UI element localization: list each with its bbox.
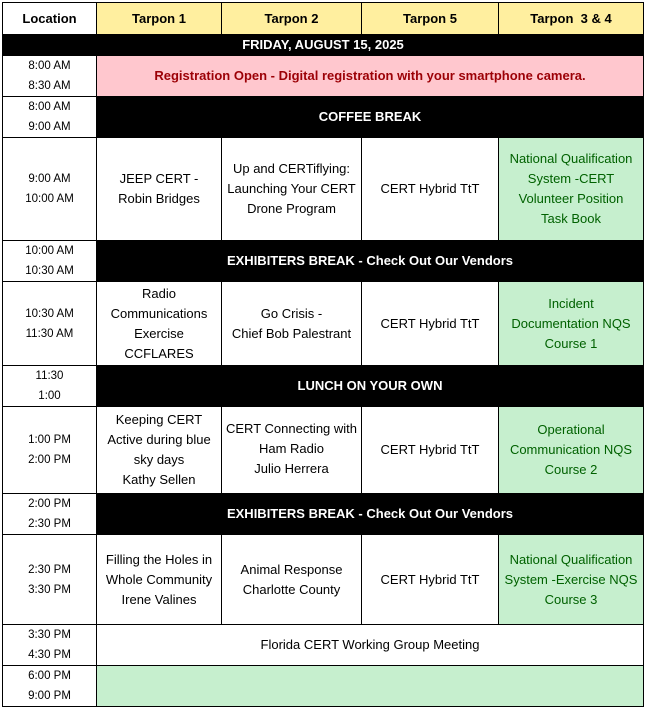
time-cell: 10:30 AM 11:30 AM <box>3 282 97 366</box>
session-row <box>3 535 644 625</box>
coffee-break-banner: COFFEE BREAK <box>97 97 644 138</box>
meeting-row <box>3 625 644 666</box>
session-cell: CERT Connecting with Ham Radio Julio Herrera <box>222 407 362 494</box>
nqs-session-cell: Operational Communication NQS Course 2 <box>499 407 644 494</box>
time-cell: 11:30 1:00 <box>3 366 97 407</box>
session-cell: Filling the Holes in Whole Community Irene Valines <box>97 535 222 625</box>
room-header-tarpon-2: Tarpon 2 <box>222 3 362 35</box>
session-cell: Radio Communications Exercise CCFLARES <box>97 282 222 366</box>
room-header-tarpon-5: Tarpon 5 <box>362 3 499 35</box>
session-cell: CERT Hybrid TtT <box>362 407 499 494</box>
evening-empty-cell <box>97 666 644 707</box>
session-cell: CERT Hybrid TtT <box>362 535 499 625</box>
lunch-banner: LUNCH ON YOUR OWN <box>97 366 644 407</box>
session-row <box>3 407 644 494</box>
exhibitors-row <box>3 241 644 282</box>
working-group-meeting: Florida CERT Working Group Meeting <box>97 625 644 666</box>
schedule-table <box>2 2 644 707</box>
room-header-tarpon-1: Tarpon 1 <box>97 3 222 35</box>
session-cell: CERT Hybrid TtT <box>362 138 499 241</box>
time-cell: 1:00 PM 2:00 PM <box>3 407 97 494</box>
header-row <box>3 3 644 35</box>
time-cell: 9:00 AM 10:00 AM <box>3 138 97 241</box>
time-cell: 8:00 AM 9:00 AM <box>3 97 97 138</box>
registration-banner: Registration Open - Digital registration with your smartphone camera. <box>97 56 644 97</box>
session-cell: Animal Response Charlotte County <box>222 535 362 625</box>
nqs-session-cell: National Qualification System -CERT Volunteer Position Task Book <box>499 138 644 241</box>
time-cell: 3:30 PM 4:30 PM <box>3 625 97 666</box>
nqs-session-cell: National Qualification System -Exercise NQS Course 3 <box>499 535 644 625</box>
session-cell: CERT Hybrid TtT <box>362 282 499 366</box>
exhibitors-row <box>3 494 644 535</box>
room-header-tarpon-3-4: Tarpon 3 & 4 <box>499 3 644 35</box>
time-cell: 2:30 PM 3:30 PM <box>3 535 97 625</box>
day-row <box>3 35 644 56</box>
location-header: Location <box>3 3 97 35</box>
session-cell: Up and CERTiflying: Launching Your CERT Drone Program <box>222 138 362 241</box>
time-cell: 6:00 PM 9:00 PM <box>3 666 97 707</box>
evening-row <box>3 666 644 707</box>
exhibitors-break-banner: EXHIBITERS BREAK - Check Out Our Vendors <box>97 494 644 535</box>
session-row <box>3 282 644 366</box>
coffee-row <box>3 97 644 138</box>
nqs-session-cell: Incident Documentation NQS Course 1 <box>499 282 644 366</box>
registration-row <box>3 56 644 97</box>
session-row <box>3 138 644 241</box>
time-cell: 2:00 PM 2:30 PM <box>3 494 97 535</box>
time-cell: 10:00 AM 10:30 AM <box>3 241 97 282</box>
session-cell: JEEP CERT - Robin Bridges <box>97 138 222 241</box>
day-title: FRIDAY, AUGUST 15, 2025 <box>3 35 644 56</box>
session-cell: Keeping CERT Active during blue sky days Kathy Sellen <box>97 407 222 494</box>
time-cell: 8:00 AM 8:30 AM <box>3 56 97 97</box>
session-cell: Go Crisis - Chief Bob Palestrant <box>222 282 362 366</box>
exhibitors-break-banner: EXHIBITERS BREAK - Check Out Our Vendors <box>97 241 644 282</box>
lunch-row <box>3 366 644 407</box>
